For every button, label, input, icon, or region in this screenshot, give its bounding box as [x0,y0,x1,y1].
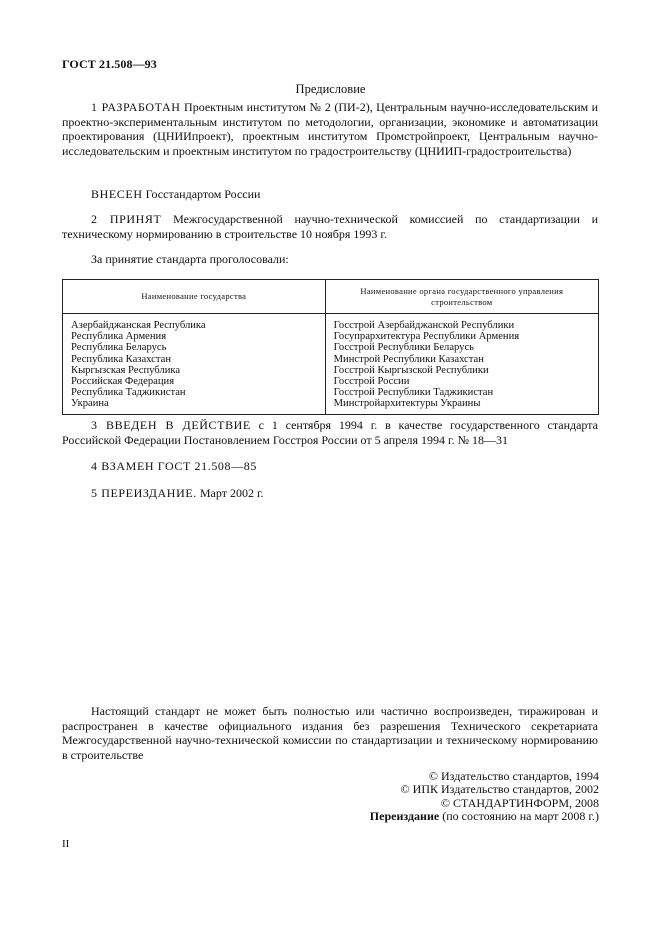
reissue-line [370,810,599,823]
item-replaces [62,459,598,474]
header-state: Наименование государства [63,280,326,314]
table-cell: Республика Таджикистан [71,387,186,399]
table-cell: Госстрой России [333,375,410,387]
copyright-line: © СТАНДАРТИНФОРМ, 2008 [440,795,599,810]
reissue-text: (по состоянию на март 2008 г.) [439,808,599,823]
authority-column [325,314,598,415]
item-adopted [62,212,598,241]
item-enacted [62,418,598,447]
header-authority: Наименование органа государственного управления строительством [325,280,598,314]
document-code: ГОСТ 21.508—93 [62,57,157,71]
item-reissue-label: 5 ПЕРЕИЗДАНИЕ. [91,486,197,500]
table-cell: Республика Беларусь [71,342,167,354]
table-cell: Госстрой Азербайджанской Республики [333,320,515,331]
table-cell: Минстройархитектуры Украины [333,398,481,410]
table-header-row [63,280,599,314]
item-submitted-label: ВНЕСЕН [91,187,143,201]
item-developed-text: Проектным институтом № 2 (ПИ-2), Центральным научно-исследовательским и проектно-экспериментальным институтом по методологии, организации, экономике и автоматизации проектирования (ЦНИИпроект), проектным институтом Промстройпроект, Центральным научно-исследовательским и проектным институтом по градостроительству (ЦНИИП-градостроительства) [62,100,598,158]
item-developed-label: 1 РАЗРАБОТАН [91,100,181,114]
table-cell: Госупрархитектура Республики Армения [333,331,520,343]
item-adopted-label: 2 ПРИНЯТ [91,212,162,226]
table-cell: Азербайджанская Республика [71,320,206,331]
table-cell: Госстрой Республики Беларусь [333,342,475,354]
item-submitted [62,187,598,202]
item-reissue [62,486,598,501]
copyright-block [370,770,599,823]
table-cell: Республика Казахстан [71,353,172,365]
table-cell: Украина [71,398,109,410]
table-cell: Госстрой Республики Таджикистан [333,387,494,399]
item-enacted-label: 3 ВВЕДЕН В ДЕЙСТВИЕ [91,418,251,432]
page-title: Предисловие [295,82,366,96]
table-cell: Кыргызская Республика [71,364,181,376]
item-enacted-text: с 1 сентября 1994 г. в качестве государственного стандарта Российской Федерации Постановлением Госстроя России от 5 апреля 1994 г. № 18—31 [62,418,598,447]
states-table [62,279,599,415]
state-column [63,314,326,415]
table-cell: Минстрой Республики Казахстан [333,353,484,365]
item-submitted-text: Госстандартом России [142,187,261,201]
item-adopted-text: Межгосударственной научно-технической комиссией по стандартизации и техническому нормированию в строительстве 10 ноября 1993 г. [62,212,598,241]
voted-intro: За принятие стандарта проголосовали: [91,252,289,266]
copyright-line: © Издательство стандартов, 1994 [428,769,599,783]
page-number: II [62,838,70,850]
reissue-label: Переиздание [369,808,440,823]
copyright-notice: Настоящий стандарт не может быть полностью или частично воспроизведен, тиражирован и распространен в качестве официального издания без разрешения Технического секретариата Межгосударственной научно-технической комиссии по стандартизации и техническому нормированию в строительстве [62,704,598,762]
table-body [63,314,599,415]
table-cell: Российская Федерация [71,375,175,387]
item-reissue-text: Март 2002 г. [196,486,264,500]
copyright-line: © ИПК Издательство стандартов, 2002 [400,782,599,797]
item-developed [62,100,598,158]
item-replaces-label: 4 ВЗАМЕН ГОСТ 21.508—85 [91,459,257,473]
table-cell: Госстрой Кыргызской Республики [333,364,489,376]
table-cell: Республика Армения [71,331,167,343]
